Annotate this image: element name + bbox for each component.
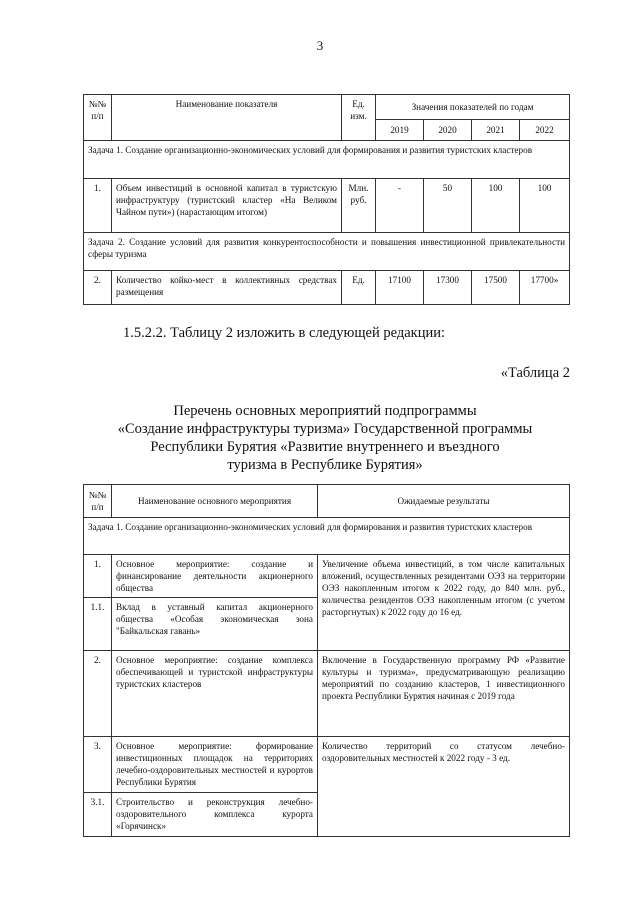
- expected-result: Количество территорий со статусом лечебно-оздоровительных местностей к 2022 году - 3 ед.: [318, 737, 570, 837]
- row-num: 1.: [84, 179, 112, 233]
- measure-name: Основное мероприятие: создание и финансирование деятельности акционерного общества: [112, 555, 318, 598]
- title-line: Перечень основных мероприятий подпрограммы: [173, 403, 477, 419]
- expected-result: Включение в Государственную программу РФ «Развитие культуры и туризма», предусматривающую реализацию мероприятий по созданию кластеров, 1 инвестиционного проекта Республики Бурятия начиная с 2019 года: [318, 651, 570, 737]
- header-year: 2019: [376, 120, 424, 141]
- header-unit: Ед. изм.: [342, 95, 376, 141]
- measures-table: [83, 484, 570, 837]
- header-num: №№ п/п: [84, 485, 112, 518]
- title-line: «Создание инфраструктуры туризма» Государственной программы: [117, 421, 533, 437]
- indicator-value: -: [376, 179, 424, 233]
- page-number: 3: [316, 38, 324, 53]
- task-row: Задача 1. Создание организационно-экономических условий для формирования и развития туристских кластеров: [84, 518, 570, 555]
- indicator-unit: Млн. руб.: [342, 179, 376, 233]
- header-measure-name: Наименование основного мероприятия: [112, 485, 318, 518]
- measure-name: Основное мероприятие: формирование инвестиционных площадок на территориях лечебно-оздоровительных местностей и курортов Республики Бурятия: [112, 737, 318, 793]
- table-label: «Таблица 2: [500, 365, 570, 381]
- measure-name: Основное мероприятие: создание комплекса обеспечивающей и туристской инфраструктуры туристских кластеров: [112, 651, 318, 737]
- row-num: 2.: [84, 651, 112, 737]
- task-row: Задача 2. Создание условий для развития конкурентоспособности и повышения инвестиционной привлекательности сферы туризма: [84, 233, 570, 271]
- task-row: Задача 1. Создание организационно-экономических условий для формирования и развития туристских кластеров: [84, 141, 570, 179]
- header-values-by-year: Значения показателей по годам: [376, 95, 570, 120]
- row-num: 2.: [84, 271, 112, 305]
- row-num: 3.: [84, 737, 112, 793]
- header-indicator-name: Наименование показателя: [112, 95, 342, 141]
- indicator-value: 100: [472, 179, 520, 233]
- table-title: [85, 402, 565, 474]
- row-num: 1.: [84, 555, 112, 598]
- header-year: 2020: [424, 120, 472, 141]
- header-year: 2022: [520, 120, 570, 141]
- indicator-value: 100: [520, 179, 570, 233]
- row-num: 1.1.: [84, 598, 112, 651]
- header-year: 2021: [472, 120, 520, 141]
- indicator-value: 17700»: [520, 271, 570, 305]
- amendment-paragraph: 1.5.2.2. Таблицу 2 изложить в следующей редакции:: [123, 325, 446, 341]
- header-expected-results: Ожидаемые результаты: [318, 485, 570, 518]
- row-num: 3.1.: [84, 793, 112, 837]
- indicator-unit: Ед.: [342, 271, 376, 305]
- measure-name: Строительство и реконструкция лечебно-оздоровительного комплекса курорта «Горячинск»: [112, 793, 318, 837]
- indicator-name: Объем инвестиций в основной капитал в туристскую инфраструктуру (туристский кластер «На Великом Чайном пути») (нарастающим итогом): [112, 179, 342, 233]
- expected-result: Увеличение объема инвестиций, в том числе капитальных вложений, осуществленных резидентами ОЭЗ на территории ОЭЗ накопленным итогом к 2022 году, до 840 млн. руб., количества резидентов ОЭЗ накопленным итогом (с учетом расторгнутых) к 2022 году до 16 ед.: [318, 555, 570, 651]
- indicators-table: [83, 94, 570, 305]
- measure-name: Вклад в уставный капитал акционерного общества «Особая экономическая зона "Байкальская гавань»: [112, 598, 318, 651]
- indicator-value: 17100: [376, 271, 424, 305]
- title-line: Республики Бурятия «Развитие внутреннего и въездного: [150, 439, 500, 455]
- indicator-name: Количество койко-мест в коллективных средствах размещения: [112, 271, 342, 305]
- indicator-value: 17300: [424, 271, 472, 305]
- title-line: туризма в Республике Бурятия»: [227, 457, 423, 473]
- indicator-value: 17500: [472, 271, 520, 305]
- indicator-value: 50: [424, 179, 472, 233]
- header-num: №№ п/п: [84, 95, 112, 141]
